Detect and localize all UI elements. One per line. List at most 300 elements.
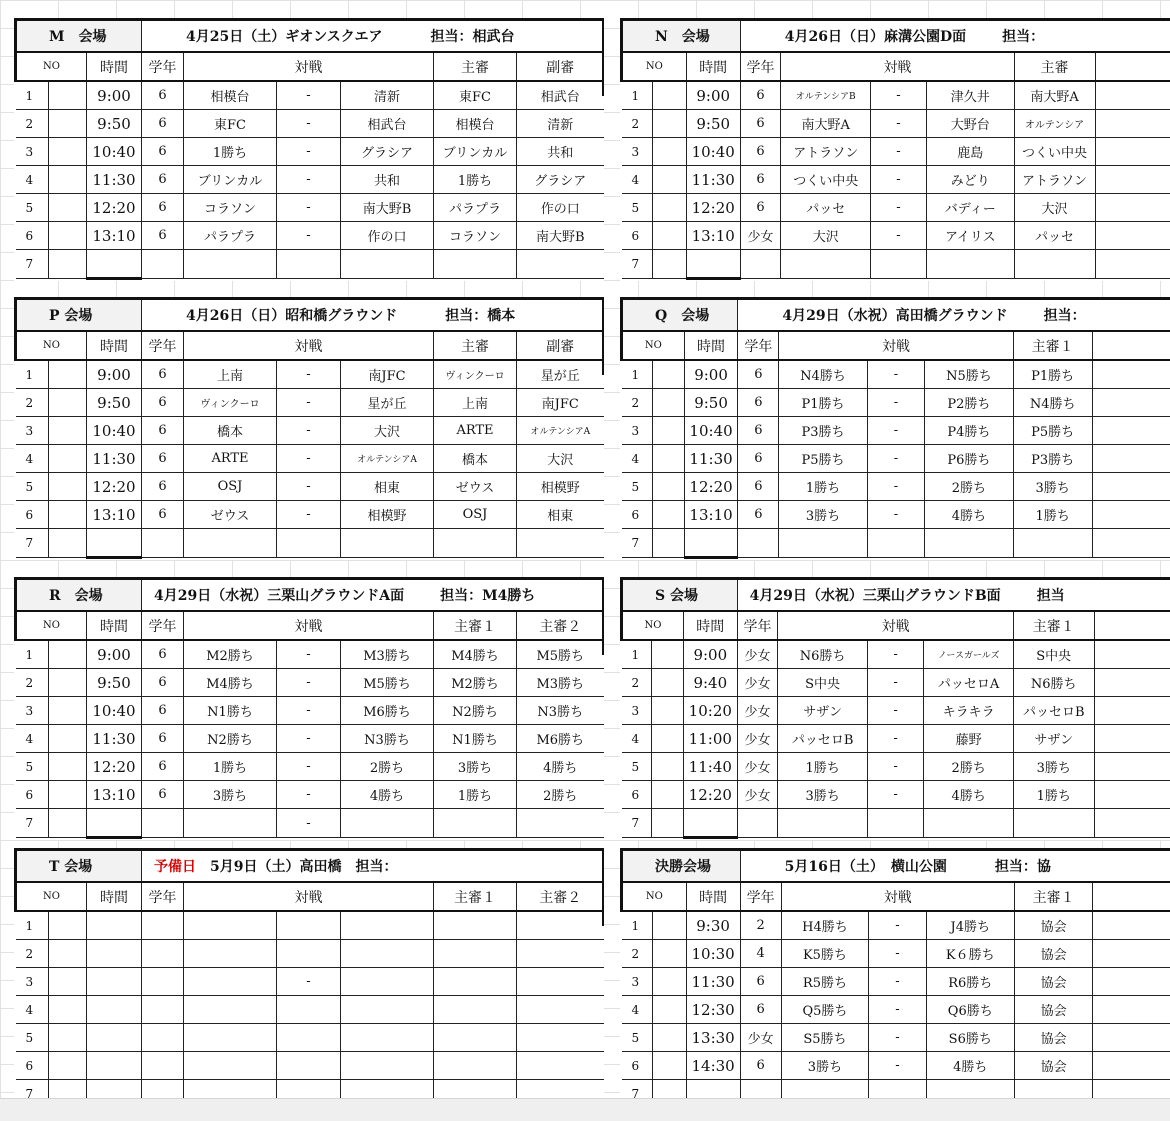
vs-dash[interactable]: - <box>869 968 926 996</box>
vs-dash[interactable]: - <box>277 81 341 110</box>
home-team[interactable]: アトラソン <box>781 138 871 166</box>
grade-cell[interactable] <box>740 1080 781 1099</box>
home-team[interactable]: オルテンシアB <box>781 81 871 110</box>
vs-dash[interactable]: - <box>869 911 926 940</box>
referee-1[interactable]: 3勝ち <box>434 753 517 781</box>
vs-dash[interactable]: - <box>277 138 341 166</box>
time-cell[interactable] <box>87 968 142 996</box>
grade-cell[interactable] <box>738 529 779 558</box>
referee-2[interactable] <box>1092 417 1170 445</box>
referee-1[interactable]: 協会 <box>1014 968 1093 996</box>
referee-1[interactable] <box>434 1052 517 1080</box>
row-number[interactable]: 6 <box>16 781 49 809</box>
row-blank[interactable] <box>49 1052 87 1080</box>
grade-cell[interactable]: 6 <box>738 473 779 501</box>
time-cell[interactable]: 11:40 <box>683 753 737 781</box>
grade-cell[interactable]: 6 <box>142 110 184 138</box>
grade-cell[interactable]: 6 <box>740 166 781 194</box>
row-blank[interactable] <box>653 968 686 996</box>
referee-1[interactable]: 3勝ち <box>1013 753 1094 781</box>
row-blank[interactable] <box>652 360 684 389</box>
home-team[interactable]: 3勝ち <box>184 781 277 809</box>
row-blank[interactable] <box>653 911 686 940</box>
time-cell[interactable] <box>684 529 738 558</box>
home-team[interactable]: 南大野A <box>781 110 871 138</box>
grade-cell[interactable]: 2 <box>740 911 781 940</box>
away-team[interactable] <box>341 250 434 279</box>
row-blank[interactable] <box>652 781 684 809</box>
home-team[interactable]: N4勝ち <box>779 360 867 389</box>
time-cell[interactable]: 13:10 <box>87 781 142 809</box>
away-team[interactable]: 星が丘 <box>341 389 434 417</box>
referee-2[interactable]: M6勝ち <box>517 725 604 753</box>
row-number[interactable]: 2 <box>16 669 49 697</box>
away-team[interactable]: P4勝ち <box>925 417 1013 445</box>
row-number[interactable]: 3 <box>622 138 653 166</box>
away-team[interactable]: 2勝ち <box>341 753 434 781</box>
row-number[interactable]: 6 <box>16 1052 49 1080</box>
vs-dash[interactable] <box>871 250 927 279</box>
time-cell[interactable]: 9:00 <box>87 360 142 389</box>
grade-cell[interactable]: 6 <box>738 445 779 473</box>
grade-cell[interactable] <box>142 968 184 996</box>
time-cell[interactable]: 10:20 <box>683 697 737 725</box>
referee-2[interactable]: 相武台 <box>517 81 604 110</box>
row-blank[interactable] <box>653 1024 686 1052</box>
vs-dash[interactable]: - <box>277 669 341 697</box>
referee-2[interactable] <box>1093 1024 1170 1052</box>
row-blank[interactable] <box>652 725 684 753</box>
referee-1[interactable]: 大沢 <box>1014 194 1095 222</box>
time-cell[interactable] <box>87 996 142 1024</box>
referee-1[interactable]: つくい中央 <box>1014 138 1095 166</box>
referee-2[interactable]: グラシア <box>517 166 604 194</box>
away-team[interactable] <box>341 1080 434 1099</box>
vs-dash[interactable]: - <box>871 222 927 250</box>
row-blank[interactable] <box>652 473 684 501</box>
referee-2[interactable] <box>1092 473 1170 501</box>
away-team[interactable]: キラキラ <box>924 697 1013 725</box>
referee-1[interactable]: N4勝ち <box>1013 389 1092 417</box>
vs-dash[interactable]: - <box>277 222 341 250</box>
referee-2[interactable] <box>1095 81 1170 110</box>
row-blank[interactable] <box>653 1080 686 1099</box>
row-number[interactable]: 6 <box>622 501 653 529</box>
grade-cell[interactable]: 6 <box>142 445 184 473</box>
vs-dash[interactable]: - <box>867 417 925 445</box>
home-team[interactable] <box>184 809 277 838</box>
row-number[interactable]: 6 <box>16 501 49 529</box>
referee-1[interactable]: オルテンシア <box>1014 110 1095 138</box>
away-team[interactable]: 津久井 <box>926 81 1014 110</box>
referee-2[interactable]: M3勝ち <box>517 669 604 697</box>
referee-1[interactable] <box>434 1024 517 1052</box>
row-blank[interactable] <box>49 389 87 417</box>
referee-2[interactable]: N3勝ち <box>517 697 604 725</box>
away-team[interactable]: 4勝ち <box>926 1052 1014 1080</box>
referee-2[interactable] <box>517 940 604 968</box>
time-cell[interactable]: 9:00 <box>683 640 737 669</box>
grade-cell[interactable] <box>737 809 778 838</box>
referee-1[interactable]: 橋本 <box>434 445 517 473</box>
time-cell[interactable]: 10:30 <box>686 940 740 968</box>
away-team[interactable]: 相東 <box>341 473 434 501</box>
row-number[interactable]: 6 <box>622 1052 653 1080</box>
referee-2[interactable] <box>1093 911 1170 940</box>
referee-2[interactable] <box>1093 968 1170 996</box>
home-team[interactable] <box>184 1024 277 1052</box>
vs-dash[interactable]: - <box>277 445 341 473</box>
row-number[interactable]: 7 <box>622 1080 653 1099</box>
row-number[interactable]: 5 <box>16 753 49 781</box>
away-team[interactable]: 清新 <box>341 81 434 110</box>
referee-1[interactable]: P1勝ち <box>1013 360 1092 389</box>
referee-1[interactable] <box>434 809 517 838</box>
referee-1[interactable]: パッセロB <box>1013 697 1094 725</box>
away-team[interactable]: S6勝ち <box>926 1024 1014 1052</box>
referee-1[interactable]: 南大野A <box>1014 81 1095 110</box>
row-blank[interactable] <box>49 360 87 389</box>
vs-dash[interactable]: - <box>867 669 924 697</box>
row-blank[interactable] <box>49 1024 87 1052</box>
row-number[interactable]: 3 <box>16 697 49 725</box>
time-cell[interactable]: 12:20 <box>87 473 142 501</box>
referee-2[interactable] <box>517 911 604 940</box>
referee-2[interactable]: 南大野B <box>517 222 604 250</box>
row-number[interactable]: 4 <box>16 166 49 194</box>
referee-1[interactable]: OSJ <box>434 501 517 529</box>
home-team[interactable] <box>778 809 867 838</box>
away-team[interactable]: P2勝ち <box>925 389 1013 417</box>
grade-cell[interactable]: 6 <box>142 389 184 417</box>
referee-2[interactable] <box>1095 110 1170 138</box>
away-team[interactable] <box>926 250 1014 279</box>
row-number[interactable]: 5 <box>622 194 653 222</box>
vs-dash[interactable]: - <box>277 360 341 389</box>
row-number[interactable]: 2 <box>622 110 653 138</box>
vs-dash[interactable]: - <box>871 194 927 222</box>
time-cell[interactable] <box>87 1080 142 1099</box>
referee-1[interactable]: 協会 <box>1014 1024 1093 1052</box>
referee-2[interactable] <box>1092 389 1170 417</box>
away-team[interactable]: 南JFC <box>341 360 434 389</box>
referee-2[interactable] <box>1093 940 1170 968</box>
home-team[interactable]: 3勝ち <box>778 781 867 809</box>
vs-dash[interactable]: - <box>867 473 925 501</box>
home-team[interactable]: コラソン <box>184 194 277 222</box>
away-team[interactable]: ノースガールズ <box>924 640 1013 669</box>
away-team[interactable]: K６勝ち <box>926 940 1014 968</box>
referee-1[interactable]: 1勝ち <box>1013 501 1092 529</box>
referee-2[interactable] <box>1093 996 1170 1024</box>
away-team[interactable]: グラシア <box>341 138 434 166</box>
referee-2[interactable] <box>1092 360 1170 389</box>
home-team[interactable]: Q5勝ち <box>781 996 869 1024</box>
vs-dash[interactable]: - <box>277 697 341 725</box>
grade-cell[interactable] <box>142 940 184 968</box>
row-blank[interactable] <box>653 250 686 279</box>
referee-1[interactable] <box>1014 250 1095 279</box>
row-number[interactable]: 5 <box>16 194 49 222</box>
away-team[interactable] <box>341 1024 434 1052</box>
away-team[interactable]: 4勝ち <box>341 781 434 809</box>
away-team[interactable]: N3勝ち <box>341 725 434 753</box>
row-number[interactable]: 5 <box>16 473 49 501</box>
referee-2[interactable] <box>1092 445 1170 473</box>
referee-2[interactable] <box>517 968 604 996</box>
vs-dash[interactable]: - <box>277 389 341 417</box>
referee-2[interactable]: オルテンシアA <box>517 417 604 445</box>
grade-cell[interactable]: 少女 <box>737 725 778 753</box>
row-blank[interactable] <box>652 669 684 697</box>
home-team[interactable]: OSJ <box>184 473 277 501</box>
row-number[interactable]: 3 <box>622 417 653 445</box>
row-blank[interactable] <box>652 445 684 473</box>
vs-dash[interactable]: - <box>277 166 341 194</box>
away-team[interactable]: N5勝ち <box>925 360 1013 389</box>
home-team[interactable] <box>184 911 277 940</box>
grade-cell[interactable]: 6 <box>738 417 779 445</box>
row-blank[interactable] <box>49 669 87 697</box>
vs-dash[interactable]: - <box>277 417 341 445</box>
referee-2[interactable] <box>1094 753 1170 781</box>
home-team[interactable] <box>781 1080 869 1099</box>
grade-cell[interactable]: 6 <box>740 138 781 166</box>
row-number[interactable]: 4 <box>16 996 49 1024</box>
referee-1[interactable]: 協会 <box>1014 996 1093 1024</box>
referee-1[interactable]: 上南 <box>434 389 517 417</box>
grade-cell[interactable]: 6 <box>740 996 781 1024</box>
time-cell[interactable]: 10:40 <box>87 697 142 725</box>
grade-cell[interactable]: 6 <box>740 968 781 996</box>
row-blank[interactable] <box>653 166 686 194</box>
grade-cell[interactable]: 6 <box>142 501 184 529</box>
row-number[interactable]: 4 <box>622 166 653 194</box>
referee-2[interactable]: M5勝ち <box>517 640 604 669</box>
grade-cell[interactable] <box>740 250 781 279</box>
referee-2[interactable] <box>517 1080 604 1099</box>
grade-cell[interactable]: 6 <box>142 753 184 781</box>
away-team[interactable] <box>926 1080 1014 1099</box>
row-number[interactable]: 1 <box>622 360 653 389</box>
referee-2[interactable]: 相東 <box>517 501 604 529</box>
referee-2[interactable]: 4勝ち <box>517 753 604 781</box>
time-cell[interactable]: 12:20 <box>686 194 740 222</box>
time-cell[interactable] <box>87 529 142 558</box>
row-blank[interactable] <box>652 753 684 781</box>
vs-dash[interactable]: - <box>867 753 924 781</box>
grade-cell[interactable]: 6 <box>740 1052 781 1080</box>
row-blank[interactable] <box>49 697 87 725</box>
grade-cell[interactable]: 6 <box>142 417 184 445</box>
grade-cell[interactable]: 少女 <box>737 697 778 725</box>
vs-dash[interactable]: - <box>871 110 927 138</box>
away-team[interactable]: オルテンシアA <box>341 445 434 473</box>
grade-cell[interactable]: 6 <box>142 81 184 110</box>
time-cell[interactable]: 13:10 <box>684 501 738 529</box>
referee-2[interactable]: 共和 <box>517 138 604 166</box>
row-blank[interactable] <box>49 501 87 529</box>
vs-dash[interactable]: - <box>277 968 341 996</box>
time-cell[interactable]: 9:40 <box>683 669 737 697</box>
row-number[interactable]: 3 <box>622 697 652 725</box>
referee-2[interactable] <box>1094 697 1170 725</box>
away-team[interactable] <box>341 809 434 838</box>
away-team[interactable]: Q6勝ち <box>926 996 1014 1024</box>
away-team[interactable]: 南大野B <box>341 194 434 222</box>
away-team[interactable]: R6勝ち <box>926 968 1014 996</box>
row-number[interactable]: 3 <box>16 417 49 445</box>
referee-1[interactable] <box>434 996 517 1024</box>
vs-dash[interactable]: - <box>871 166 927 194</box>
away-team[interactable] <box>341 911 434 940</box>
time-cell[interactable]: 11:30 <box>87 166 142 194</box>
referee-1[interactable]: P3勝ち <box>1013 445 1092 473</box>
time-cell[interactable]: 9:50 <box>87 110 142 138</box>
grade-cell[interactable] <box>142 1080 184 1099</box>
home-team[interactable]: N2勝ち <box>184 725 277 753</box>
vs-dash[interactable]: - <box>277 725 341 753</box>
away-team[interactable]: 4勝ち <box>925 501 1013 529</box>
away-team[interactable]: パッセロA <box>924 669 1013 697</box>
grade-cell[interactable]: 少女 <box>737 640 778 669</box>
time-cell[interactable] <box>686 250 740 279</box>
row-number[interactable]: 3 <box>16 968 49 996</box>
referee-1[interactable]: ヴィンクーロ <box>434 360 517 389</box>
home-team[interactable] <box>184 1052 277 1080</box>
grade-cell[interactable]: 6 <box>142 222 184 250</box>
row-number[interactable]: 5 <box>622 1024 653 1052</box>
grade-cell[interactable] <box>142 1024 184 1052</box>
grade-cell[interactable]: 少女 <box>737 781 778 809</box>
time-cell[interactable] <box>87 1024 142 1052</box>
time-cell[interactable]: 9:00 <box>87 81 142 110</box>
home-team[interactable]: ARTE <box>184 445 277 473</box>
home-team[interactable]: P3勝ち <box>779 417 867 445</box>
time-cell[interactable]: 10:40 <box>87 417 142 445</box>
vs-dash[interactable]: - <box>867 781 924 809</box>
grade-cell[interactable]: 6 <box>142 473 184 501</box>
home-team[interactable]: 3勝ち <box>781 1052 869 1080</box>
grade-cell[interactable]: 6 <box>738 360 779 389</box>
time-cell[interactable]: 11:30 <box>686 968 740 996</box>
vs-dash[interactable]: - <box>277 501 341 529</box>
home-team[interactable]: 1勝ち <box>779 473 867 501</box>
row-blank[interactable] <box>49 529 87 558</box>
home-team[interactable]: K5勝ち <box>781 940 869 968</box>
row-blank[interactable] <box>49 753 87 781</box>
referee-1[interactable] <box>1014 1080 1093 1099</box>
row-blank[interactable] <box>49 911 87 940</box>
referee-1[interactable]: 協会 <box>1014 1052 1093 1080</box>
grade-cell[interactable] <box>142 250 184 279</box>
row-number[interactable]: 4 <box>622 725 652 753</box>
row-number[interactable]: 2 <box>16 940 49 968</box>
away-team[interactable]: 相模野 <box>341 501 434 529</box>
home-team[interactable] <box>184 996 277 1024</box>
away-team[interactable]: 共和 <box>341 166 434 194</box>
vs-dash[interactable]: - <box>869 1052 926 1080</box>
row-number[interactable]: 7 <box>622 529 653 558</box>
vs-dash[interactable]: - <box>867 389 925 417</box>
row-blank[interactable] <box>49 809 87 838</box>
time-cell[interactable]: 9:30 <box>686 911 740 940</box>
referee-2[interactable] <box>517 1024 604 1052</box>
referee-2[interactable] <box>1095 222 1170 250</box>
row-number[interactable]: 6 <box>16 222 49 250</box>
away-team[interactable]: J4勝ち <box>926 911 1014 940</box>
row-number[interactable]: 6 <box>622 222 653 250</box>
row-number[interactable]: 2 <box>622 389 653 417</box>
referee-1[interactable]: 東FC <box>434 81 517 110</box>
row-blank[interactable] <box>49 781 87 809</box>
row-number[interactable]: 1 <box>16 911 49 940</box>
home-team[interactable]: ブリンカル <box>184 166 277 194</box>
vs-dash[interactable] <box>277 529 341 558</box>
grade-cell[interactable]: 6 <box>740 81 781 110</box>
home-team[interactable] <box>184 940 277 968</box>
referee-1[interactable]: N1勝ち <box>434 725 517 753</box>
row-number[interactable]: 7 <box>16 1080 49 1099</box>
referee-1[interactable] <box>434 529 517 558</box>
row-number[interactable]: 2 <box>16 110 49 138</box>
away-team[interactable] <box>341 1052 434 1080</box>
row-blank[interactable] <box>49 250 87 279</box>
home-team[interactable] <box>781 250 871 279</box>
vs-dash[interactable]: - <box>277 110 341 138</box>
row-number[interactable]: 4 <box>622 996 653 1024</box>
away-team[interactable]: 2勝ち <box>924 753 1013 781</box>
referee-1[interactable]: 1勝ち <box>434 166 517 194</box>
referee-1[interactable] <box>1013 529 1092 558</box>
home-team[interactable] <box>184 250 277 279</box>
grade-cell[interactable]: 6 <box>142 781 184 809</box>
time-cell[interactable]: 9:50 <box>686 110 740 138</box>
home-team[interactable]: つくい中央 <box>781 166 871 194</box>
home-team[interactable]: P5勝ち <box>779 445 867 473</box>
referee-1[interactable]: 3勝ち <box>1013 473 1092 501</box>
row-number[interactable]: 7 <box>16 809 49 838</box>
row-number[interactable]: 1 <box>16 640 49 669</box>
referee-1[interactable]: 1勝ち <box>434 781 517 809</box>
time-cell[interactable]: 13:10 <box>87 501 142 529</box>
grade-cell[interactable]: 4 <box>740 940 781 968</box>
away-team[interactable]: 作の口 <box>341 222 434 250</box>
row-number[interactable]: 1 <box>622 81 653 110</box>
row-blank[interactable] <box>652 529 684 558</box>
time-cell[interactable] <box>87 1052 142 1080</box>
vs-dash[interactable]: - <box>277 194 341 222</box>
referee-2[interactable] <box>1095 166 1170 194</box>
referee-2[interactable] <box>1094 640 1170 669</box>
vs-dash[interactable]: - <box>869 940 926 968</box>
grade-cell[interactable] <box>142 529 184 558</box>
time-cell[interactable]: 11:30 <box>87 725 142 753</box>
time-cell[interactable]: 10:40 <box>684 417 738 445</box>
grade-cell[interactable]: 少女 <box>737 753 778 781</box>
row-number[interactable]: 7 <box>16 250 49 279</box>
grade-cell[interactable] <box>142 1052 184 1080</box>
grade-cell[interactable] <box>142 911 184 940</box>
row-blank[interactable] <box>49 166 87 194</box>
vs-dash[interactable]: - <box>867 501 925 529</box>
referee-2[interactable] <box>517 250 604 279</box>
time-cell[interactable]: 11:30 <box>686 166 740 194</box>
home-team[interactable]: 1勝ち <box>778 753 867 781</box>
referee-2[interactable] <box>517 1052 604 1080</box>
home-team[interactable]: 上南 <box>184 360 277 389</box>
away-team[interactable] <box>924 809 1013 838</box>
